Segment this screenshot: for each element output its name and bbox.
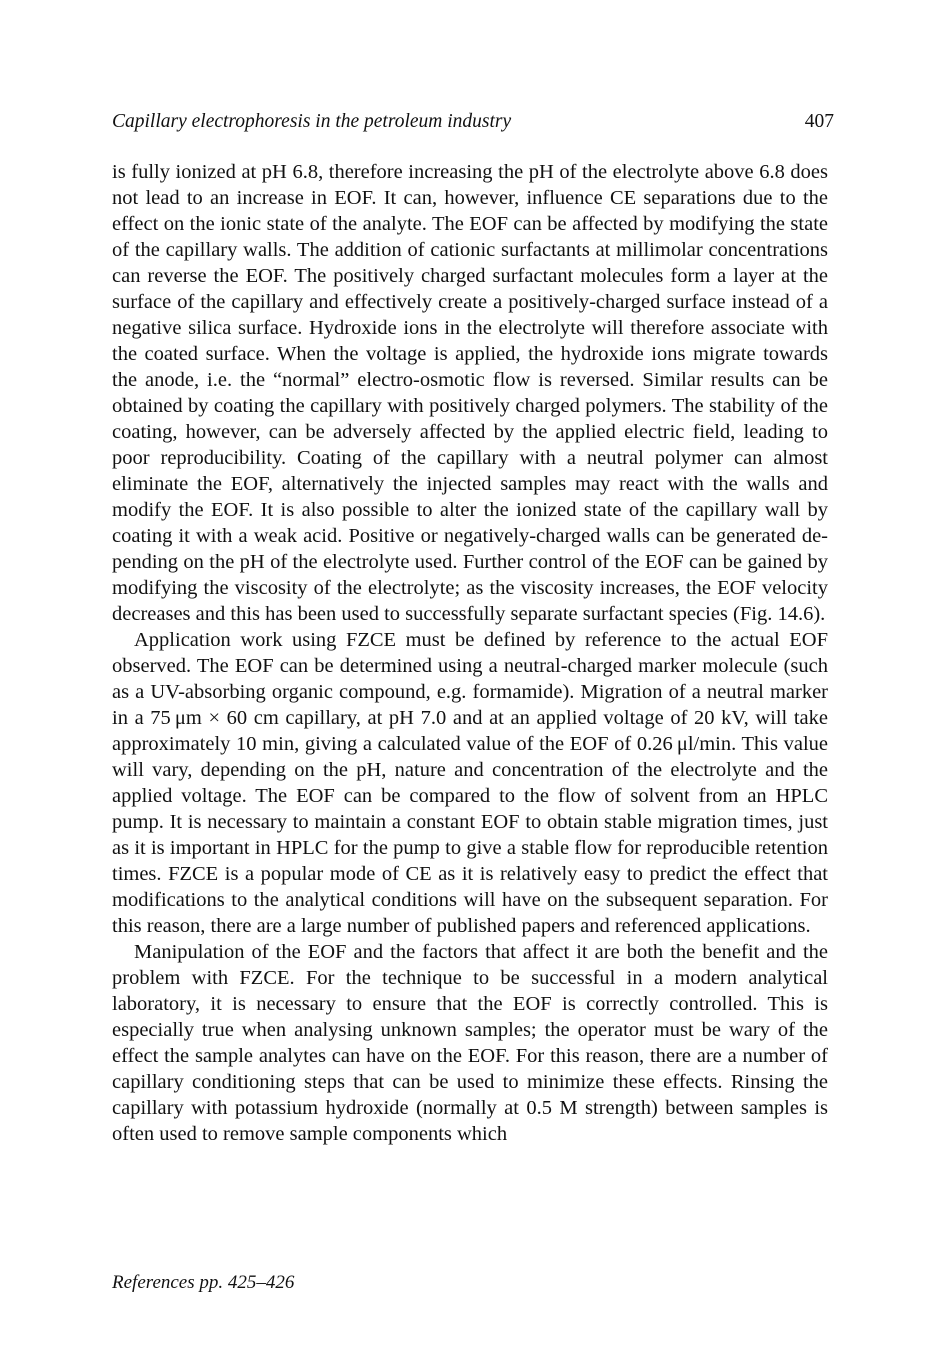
body-text: [112, 159, 828, 1147]
paragraph-eof-modification: is fully ionized at pH 6.8, therefore increasing the pH of the electrolyte above 6.8 does not lead to an increase in EOF. It can, however, influence CE separations due to the effect on the ionic state of the analyte. The EOF can be affected by modifying the state of the capillary walls. The addition of cationic surfactants at millimolar concentrations can reverse the EOF. The positively charged surfactant molecules form a layer at the surface of the capillary and effectively create a positively-charged surface instead of a negative silica surface. Hydroxide ions in the electrolyte will therefore associate with the coated surface. When the voltage is applied, the hydroxide ions migrate towards the anode, i.e. the “normal” electro-osmotic flow is reversed. Similar results can be obtained by coating the capillary with positively charged polymers. The stability of the coating, however, can be adversely affected by the applied electric field, leading to poor reproducibility. Coating of the capillary with a neutral polymer can almost eliminate the EOF, alternatively the injected samples may react with the walls and modify the EOF. It is also possible to alter the ionized state of the capillary wall by coating it with a weak acid. Positive or negatively-charged walls can be generated depending on the pH of the electrolyte used. Further control of the EOF can be gained by modifying the viscosity of the electrolyte; as the viscosity increases, the EOF velocity decreases and this has been used to successfully separate surfactant species (Fig. 14.6).: [112, 161, 828, 625]
references-footer: References pp. 425–426: [112, 1272, 295, 1293]
page-number: 407: [804, 111, 834, 132]
paragraph-fzce-application: Application work using FZCE must be defined by reference to the actual EOF observed. The EOF can be determined using a neutral-charged marker molecule (such as a UV-absorbing organic compound, e.g. formamide). Migration of a neutral marker in a 75 μm × 60 cm capillary, at pH 7.0 and at an applied voltage of 20 kV, will take approximately 10 min, giving a calculated value of the EOF of 0.26 μl/min. This value will vary, depending on the pH, nature and concentration of the electrolyte and the applied voltage. The EOF can be compared to the flow of solvent from an HPLC pump. It is necessary to maintain a constant EOF to obtain stable migration times, just as it is important in HPLC for the pump to give a stable flow for reproducible retention times. FZCE is a popular mode of CE as it is relatively easy to predict the effect that modifications to the analytical conditions will have on the subsequent separation. For this reason, there are a large number of published papers and referenced applications.: [112, 629, 828, 937]
running-title: Capillary electrophoresis in the petroleum industry: [112, 111, 512, 132]
paragraph-eof-manipulation: Manipulation of the EOF and the factors that affect it are both the benefit and the problem with FZCE. For the technique to be successful in a modern analytical laboratory, it is necessary to ensure that the EOF is correctly controlled. This is especially true when analysing unknown samples; the operator must be wary of the effect the sample analytes can have on the EOF. For this reason, there are a number of capillary conditioning steps that can be used to minimize these effects. Rinsing the capillary with potassium hydroxide (normally at 0.5 M strength) between samples is often used to remove sample components which: [112, 941, 828, 1145]
page-header: [112, 111, 834, 139]
